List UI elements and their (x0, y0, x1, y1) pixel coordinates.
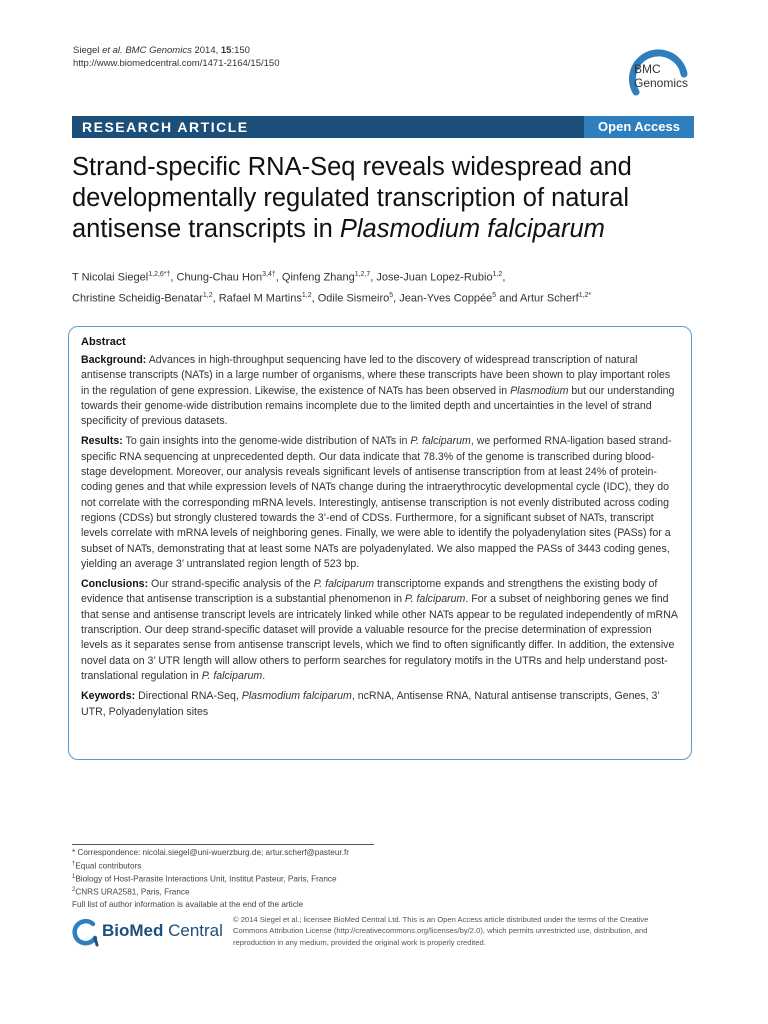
keywords-text-1: Directional RNA-Seq, (135, 690, 242, 703)
title-line-3 (72, 214, 702, 245)
background-label: Background: (81, 354, 147, 366)
author-affiliation: 1,2,6*† (148, 271, 171, 278)
results-italic: P. falciparum (410, 435, 471, 448)
author: Qinfeng Zhang (281, 271, 355, 284)
title-species: Plasmodium falciparum (339, 215, 605, 243)
background-text-1: Advances in high-throughput sequencing have led to the discovery of widespread transcription of natural antisense transcripts (NATs) in a large number of organisms, where these transcripts have been shown to play important roles in the regulation of gene expression. Likewise, the existence of NATs has been observed in (81, 354, 671, 397)
affiliation-1-mark: 1 (72, 873, 76, 880)
logo-genomics-text: Genomics (634, 76, 689, 90)
author: Odile Sismeiro (317, 292, 390, 305)
citation-author: Siegel (73, 45, 103, 56)
author-separator: , (393, 292, 400, 305)
results-text-2: , we performed RNA-ligation based strand-specific RNA sequencing at unprecedented depth. Our data indicate that 78.3% of the genome is transcribed during blood-stage development. Moreover, our analysis reveals significant levels of antisense transcription from at least 24% of protein-coding genes and that while expression levels of NATs change during the intraerythrocytic developmental cycle (IDC), they do not correlate with the corresponding mRNA levels. Interestingly, antisense transcription is not evenly distributed across coding regions (CDSs) but strongly clustered towards the 3’-end of CDSs. Furthermore, for a significant subset of NATs, transcript levels correlate with mRNA levels of neighboring genes. Finally, we were able to identify the polyadenylation sites (PASs) for a subset of NATs, demonstrating that at least some NATs are polyadenylated. We also mapped the PASs of 3443 coding genes, yielding an average 3’ untranslated region length of 523 bp. (81, 435, 672, 570)
conclusions-italic-1: P. falciparum (313, 578, 375, 591)
author: Christine Scheidig-Benatar (72, 292, 203, 305)
author-separator: , (275, 271, 282, 284)
author-affiliation: 1,2 (202, 291, 213, 299)
publisher-central: Central (163, 921, 223, 940)
bmc-genomics-logo (606, 40, 702, 100)
citation-url[interactable]: http://www.biomedcentral.com/1471-2164/15/150 (73, 58, 280, 69)
biomed-swirl-icon (72, 918, 100, 948)
correspondence-note: * Correspondence: nicolai.siegel@uni-wuerzburg.de; artur.scherf@pasteur.fr (72, 848, 349, 857)
affiliation-1-text: Biology of Host-Parasite Interactions Unit, Institut Pasteur, Paris, France (75, 874, 337, 884)
author-line-1 (72, 266, 702, 287)
author: Chung-Chau Hon (176, 271, 263, 284)
author-separator: , (311, 292, 318, 305)
author-affiliation: 1,2,7 (354, 271, 371, 278)
logo-bmc-text: BMC (634, 62, 661, 76)
abstract-conclusions (81, 577, 679, 684)
citation-volume: 15 (220, 45, 232, 56)
footnote-divider (72, 844, 374, 845)
citation-year: 2014, (194, 45, 219, 56)
author-affiliation: 1,2 (301, 291, 312, 299)
equal-contributors-text: Equal contributors (75, 861, 142, 871)
conclusions-label: Conclusions: (81, 578, 149, 591)
author-separator: and (496, 292, 520, 305)
author-affiliation: 3,4† (262, 271, 276, 278)
author-line-2 (72, 287, 702, 308)
article-type-banner (72, 116, 694, 138)
equal-contributors-note (72, 859, 349, 872)
article-title (72, 152, 702, 245)
author: Jean-Yves Coppée (399, 292, 493, 305)
author-separator: , (502, 271, 506, 284)
results-label: Results: (81, 435, 123, 448)
author: Artur Scherf (520, 292, 579, 305)
title-line-3-plain: antisense transcripts in (72, 215, 340, 243)
full-author-info-note: Full list of author information is available at the end of the article (72, 899, 304, 909)
conclusions-text-2: transcriptome expands and strengthens the existing body of evidence that antisense transcription is a substantial phenomenon in (81, 578, 658, 606)
citation-header (73, 44, 280, 70)
publisher-med: Med (129, 921, 164, 940)
citation-journal: BMC Genomics (125, 45, 192, 56)
author-affiliation: 1,2* (578, 291, 592, 299)
conclusions-text-3: . For a subset of neighboring genes we find that sense and antisense transcript levels are intricately linked while other NATs appear to be regulated independently of mRNA transcription. Our deep strand-specific dataset will provide a valuable resource for the precise determination of expression levels as it separates sense from antisense transcript levels, which we find to often significantly differ. In addition, the extensive novel data on 3’ UTR length will allow others to perform searches for regulatory motifs in the UTRs and help understand post-translational regulation in (81, 593, 678, 682)
conclusions-italic-3: P. falciparum (201, 669, 263, 682)
author: T Nicolai Siegel (72, 271, 149, 284)
affiliation-2-text: CNRS URA2581, Paris, France (75, 887, 190, 897)
abstract-background (81, 353, 679, 429)
conclusions-text-1: Our strand-specific analysis of the (148, 578, 314, 591)
affiliation-1 (72, 872, 349, 885)
biomed-central-logo (72, 915, 222, 951)
abstract-keywords (81, 689, 679, 720)
results-text-1: To gain insights into the genome-wide distribution of NATs in (122, 435, 411, 448)
research-article-label: RESEARCH ARTICLE (82, 119, 249, 135)
citation-article: :150 (231, 45, 250, 56)
background-italic: Plasmodium (510, 384, 569, 397)
keywords-italic: Plasmodium falciparum (241, 690, 352, 703)
author-affiliation: 5 (389, 291, 394, 299)
title-line-1: Strand-specific RNA-Seq reveals widespread and (72, 153, 632, 181)
abstract-box (68, 326, 692, 760)
license-statement: © 2014 Siegel et al.; licensee BioMed Central Ltd. This is an Open Access article distributed under the terms of the Creative Commons Attribution License (http://creativecommons.org/licenses/by/2.0), which permits unrestricted use, distribution, and reproduction in any medium, provided the original work is properly credited. (233, 915, 649, 947)
author-separator: , (212, 292, 219, 305)
author-affiliation: 5 (492, 291, 497, 299)
citation-line (73, 44, 280, 57)
equal-contributors-mark: † (72, 860, 76, 867)
author-list (72, 266, 702, 307)
title-line-2: developmentally regulated transcription of natural (72, 184, 630, 212)
keywords-label: Keywords: (81, 690, 136, 703)
abstract-results (81, 434, 679, 572)
publisher-bio: Bio (102, 921, 130, 940)
author-separator: , (370, 271, 377, 284)
background-text-2: but our understanding towards their genome-wide distribution remains incomplete due to the limited depth and uncertainties in the level of strand specificity of previous datasets. (81, 384, 675, 428)
conclusions-italic-2: P. falciparum (404, 593, 466, 606)
abstract-heading: Abstract (81, 336, 126, 348)
author: Jose-Juan Lopez-Rubio (376, 271, 493, 284)
keywords-text-2: , ncRNA, Antisense RNA, Natural antisense transcripts, Genes, 3’ UTR, Polyadenylation sites (81, 690, 660, 718)
footnotes (72, 847, 349, 910)
affiliation-2-mark: 2 (72, 887, 76, 894)
author-affiliation: 1,2 (492, 271, 503, 278)
author-separator: , (170, 271, 177, 284)
citation-et-al: et al. (102, 45, 123, 56)
affiliation-2 (72, 885, 349, 898)
author: Rafael M Martins (218, 292, 302, 305)
open-access-badge: Open Access (584, 116, 694, 138)
conclusions-text-4: . (262, 669, 266, 682)
